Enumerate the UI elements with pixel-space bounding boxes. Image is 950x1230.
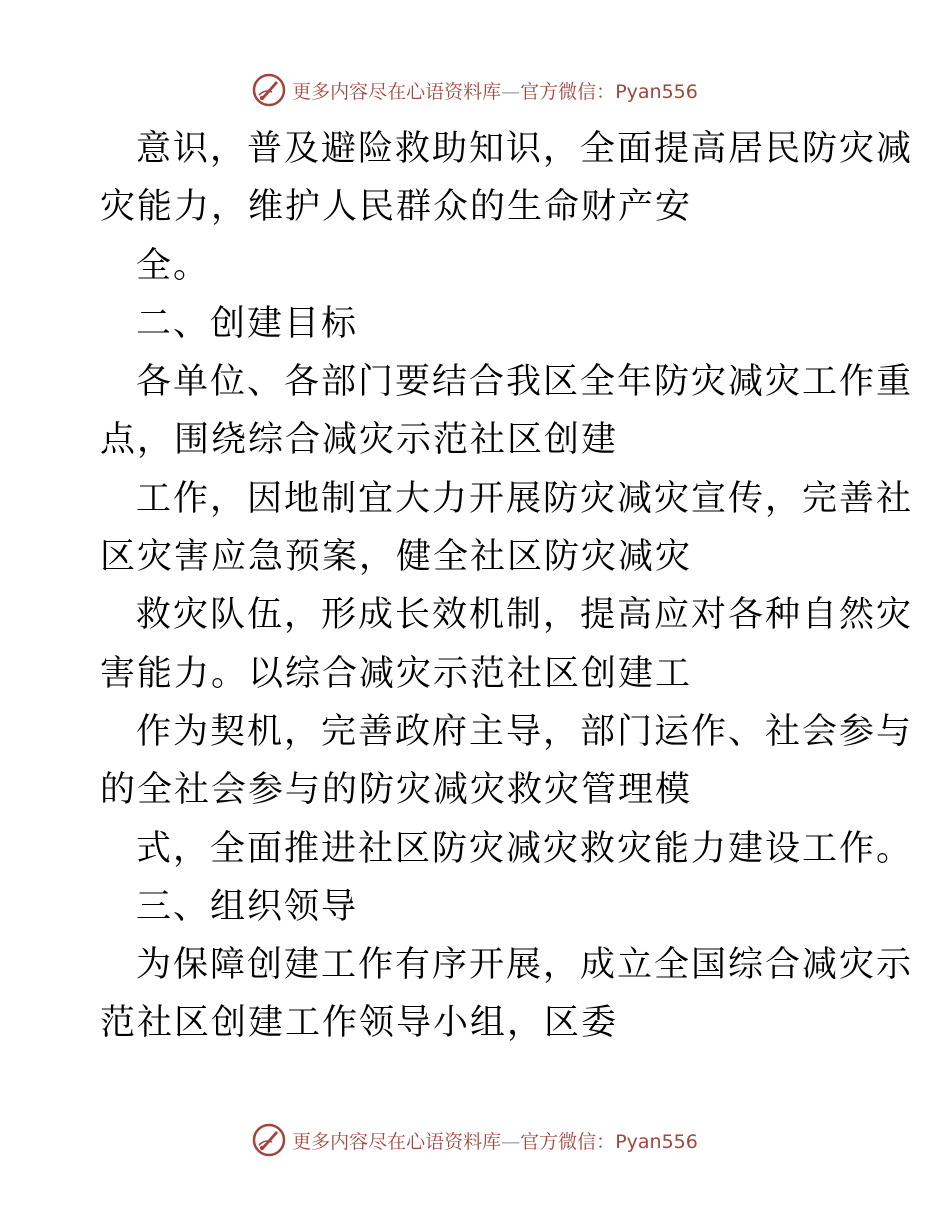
body-line: 各单位、各部门要结合我区全年防灾减灾工作重 — [136, 362, 914, 403]
quill-logo-icon — [252, 73, 286, 107]
body-line: 点，围绕综合减灾示范社区创建 — [100, 420, 619, 461]
section-heading: 二、创建目标 — [136, 303, 359, 344]
body-line: 灾能力，维护人民群众的生命财产安 — [100, 187, 693, 228]
document-body — [100, 120, 914, 1053]
body-line: 救灾队伍，形成长效机制，提高应对各种自然灾 — [136, 595, 914, 636]
body-line: 工作，因地制宜大力开展防灾减灾宣传，完善社 — [136, 478, 914, 519]
header-brand-text: 更多内容尽在心语资料库 — [292, 80, 502, 103]
body-line: 范社区创建工作领导小组，区委 — [100, 1003, 619, 1044]
footer-watermark — [0, 1120, 950, 1160]
body-line: 害能力。以综合减灾示范社区创建工 — [100, 653, 693, 694]
header-wechat-id: Pyan556 — [615, 80, 698, 103]
quill-logo-icon — [252, 1123, 286, 1157]
footer-wechat-id: Pyan556 — [615, 1130, 698, 1153]
body-line: 为保障创建工作有序开展，成立全国综合减灾示 — [136, 945, 914, 986]
section-heading: 三、组织领导 — [136, 886, 359, 927]
body-line: 意识，普及避险救助知识，全面提高居民防灾减 — [136, 129, 914, 169]
footer-brand-text: 更多内容尽在心语资料库 — [292, 1130, 502, 1153]
body-line: 式，全面推进社区防灾减灾救灾能力建设工作。 — [136, 828, 914, 869]
header-wechat-label: 官方微信： — [520, 80, 616, 103]
body-line: 区灾害应急预案，健全社区防灾减灾 — [100, 537, 693, 578]
header-separator: — — [501, 80, 521, 103]
body-line: 的全社会参与的防灾减灾救灾管理模 — [100, 770, 693, 811]
body-line: 作为契机，完善政府主导，部门运作、社会参与 — [136, 711, 914, 752]
footer-separator: — — [501, 1130, 521, 1153]
body-line: 全。 — [136, 245, 211, 286]
header-watermark — [0, 70, 950, 110]
footer-wechat-label: 官方微信： — [520, 1130, 616, 1153]
